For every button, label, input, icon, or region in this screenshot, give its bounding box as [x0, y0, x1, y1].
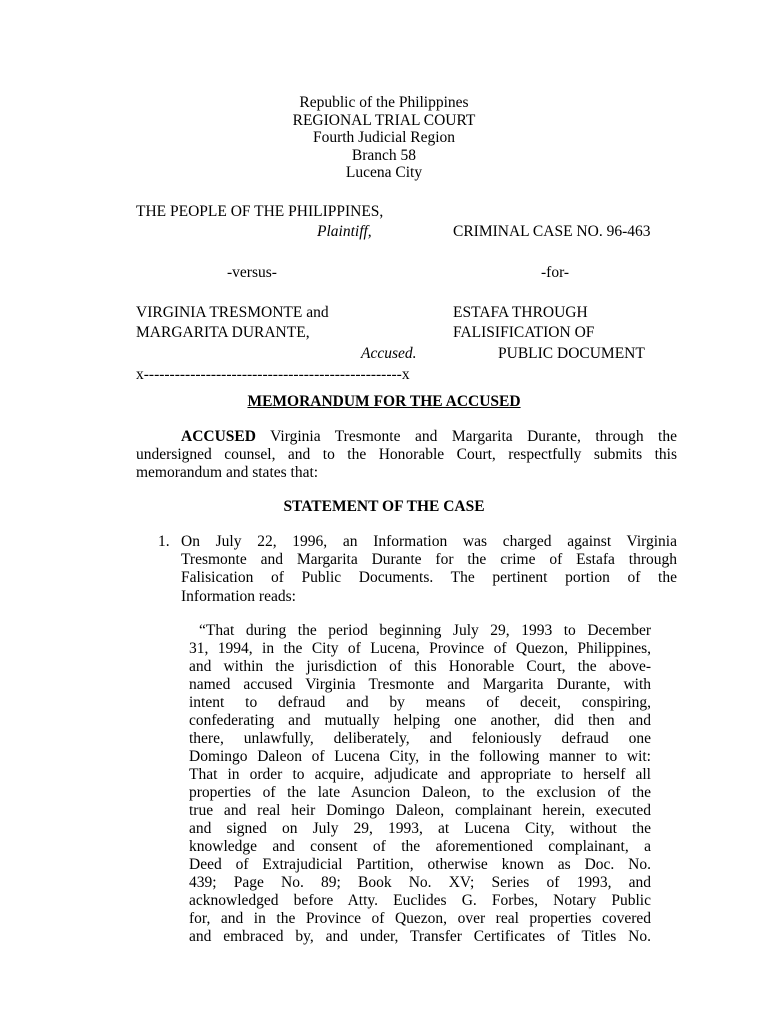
- item-1-line-1: On July 22, 1996, an Information was charged against Virginia: [181, 533, 677, 550]
- quote-line: acknowledged before Atty. Euclides G. Forbes, Notary Public: [189, 892, 651, 909]
- plaintiff-name: THE PEOPLE OF THE PHILIPPINES,: [136, 203, 384, 220]
- quote-line: intent to defraud and by means of deceit, conspiring,: [189, 694, 651, 711]
- case-number: CRIMINAL CASE NO. 96-463: [453, 223, 651, 240]
- item-1-paragraph: [181, 533, 677, 606]
- intro-line-2: undersigned counsel, and to the Honorable Court, respectfully submits this: [136, 446, 677, 464]
- quote-line: and embraced by, and under, Transfer Certificates of Titles No.: [189, 928, 651, 945]
- offense-line-3: PUBLIC DOCUMENT: [498, 345, 645, 362]
- item-number: 1.: [158, 533, 170, 550]
- header-republic: Republic of the Philippines: [299, 94, 469, 111]
- quote-line: 439; Page No. 89; Book No. XV; Series of 1993, and: [189, 874, 651, 891]
- court-header: [0, 94, 768, 182]
- offense-line-2: FALISIFICATION OF: [453, 324, 595, 341]
- header-court: REGIONAL TRIAL COURT: [292, 111, 476, 129]
- quote-line: and signed on July 29, 1993, at Lucena City, without the: [189, 820, 651, 837]
- accused-name-2: MARGARITA DURANTE,: [136, 324, 310, 341]
- quote-line: “That during the period beginning July 29, 1993 to December: [199, 622, 651, 639]
- accused-name-1: VIRGINIA TRESMONTE and: [136, 304, 329, 321]
- quote-line: confederating and mutually helping one another, did then and: [189, 712, 651, 729]
- plaintiff-role: Plaintiff,: [317, 223, 372, 240]
- intro-line-1: [136, 428, 677, 446]
- information-quote: [189, 622, 651, 946]
- quote-line: named accused Virginia Tresmonte and Margarita Durante, with: [189, 676, 651, 693]
- item-1-line-2: Tresmonte and Margarita Durante for the crime of Estafa through: [181, 551, 677, 569]
- header-city: Lucena City: [345, 164, 423, 181]
- intro-line-1-text: Virginia Tresmonte and Margarita Durante, through the: [255, 428, 677, 445]
- quote-line: true and real heir Domingo Daleon, complainant herein, executed: [189, 802, 651, 819]
- quote-line: knowledge and consent of the aforementioned complainant, a: [189, 838, 651, 855]
- versus-label: -versus-: [227, 264, 277, 281]
- document-title: MEMORANDUM FOR THE ACCUSED: [247, 393, 521, 410]
- for-label: -for-: [541, 264, 570, 281]
- intro-paragraph: [136, 428, 677, 483]
- header-branch: Branch 58: [351, 146, 417, 164]
- item-1-line-3: Falisication of Public Documents. The pertinent portion of the: [181, 569, 677, 587]
- quote-line: That in order to acquire, adjudicate and appropriate to herself all: [189, 766, 651, 783]
- section-heading: STATEMENT OF THE CASE: [283, 498, 485, 515]
- offense-line-1: ESTAFA THROUGH: [453, 304, 588, 321]
- quote-line: 31, 1994, in the City of Lucena, Province of Quezon, Philippines,: [189, 640, 651, 657]
- quote-line: Domingo Daleon of Lucena City, in the following manner to wit:: [189, 748, 651, 765]
- quote-line: and within the jurisdiction of this Honorable Court, the above-: [189, 658, 651, 675]
- header-region: Fourth Judicial Region: [312, 129, 456, 146]
- intro-lead: ACCUSED: [181, 428, 256, 445]
- caption-separator: x--------------------------------------------------x: [136, 366, 410, 383]
- intro-line-3: memorandum and states that:: [136, 464, 319, 482]
- item-1-line-4: Information reads:: [181, 587, 296, 605]
- accused-role: Accused.: [361, 345, 417, 362]
- quote-line: Deed of Extrajudicial Partition, otherwise known as Doc. No.: [189, 856, 651, 873]
- quote-line: for, and in the Province of Quezon, over real properties covered: [189, 910, 651, 927]
- quote-line: there, unlawfully, deliberately, and feloniously defraud one: [189, 730, 651, 747]
- quote-line: properties of the late Asuncion Daleon, to the exclusion of the: [189, 784, 651, 801]
